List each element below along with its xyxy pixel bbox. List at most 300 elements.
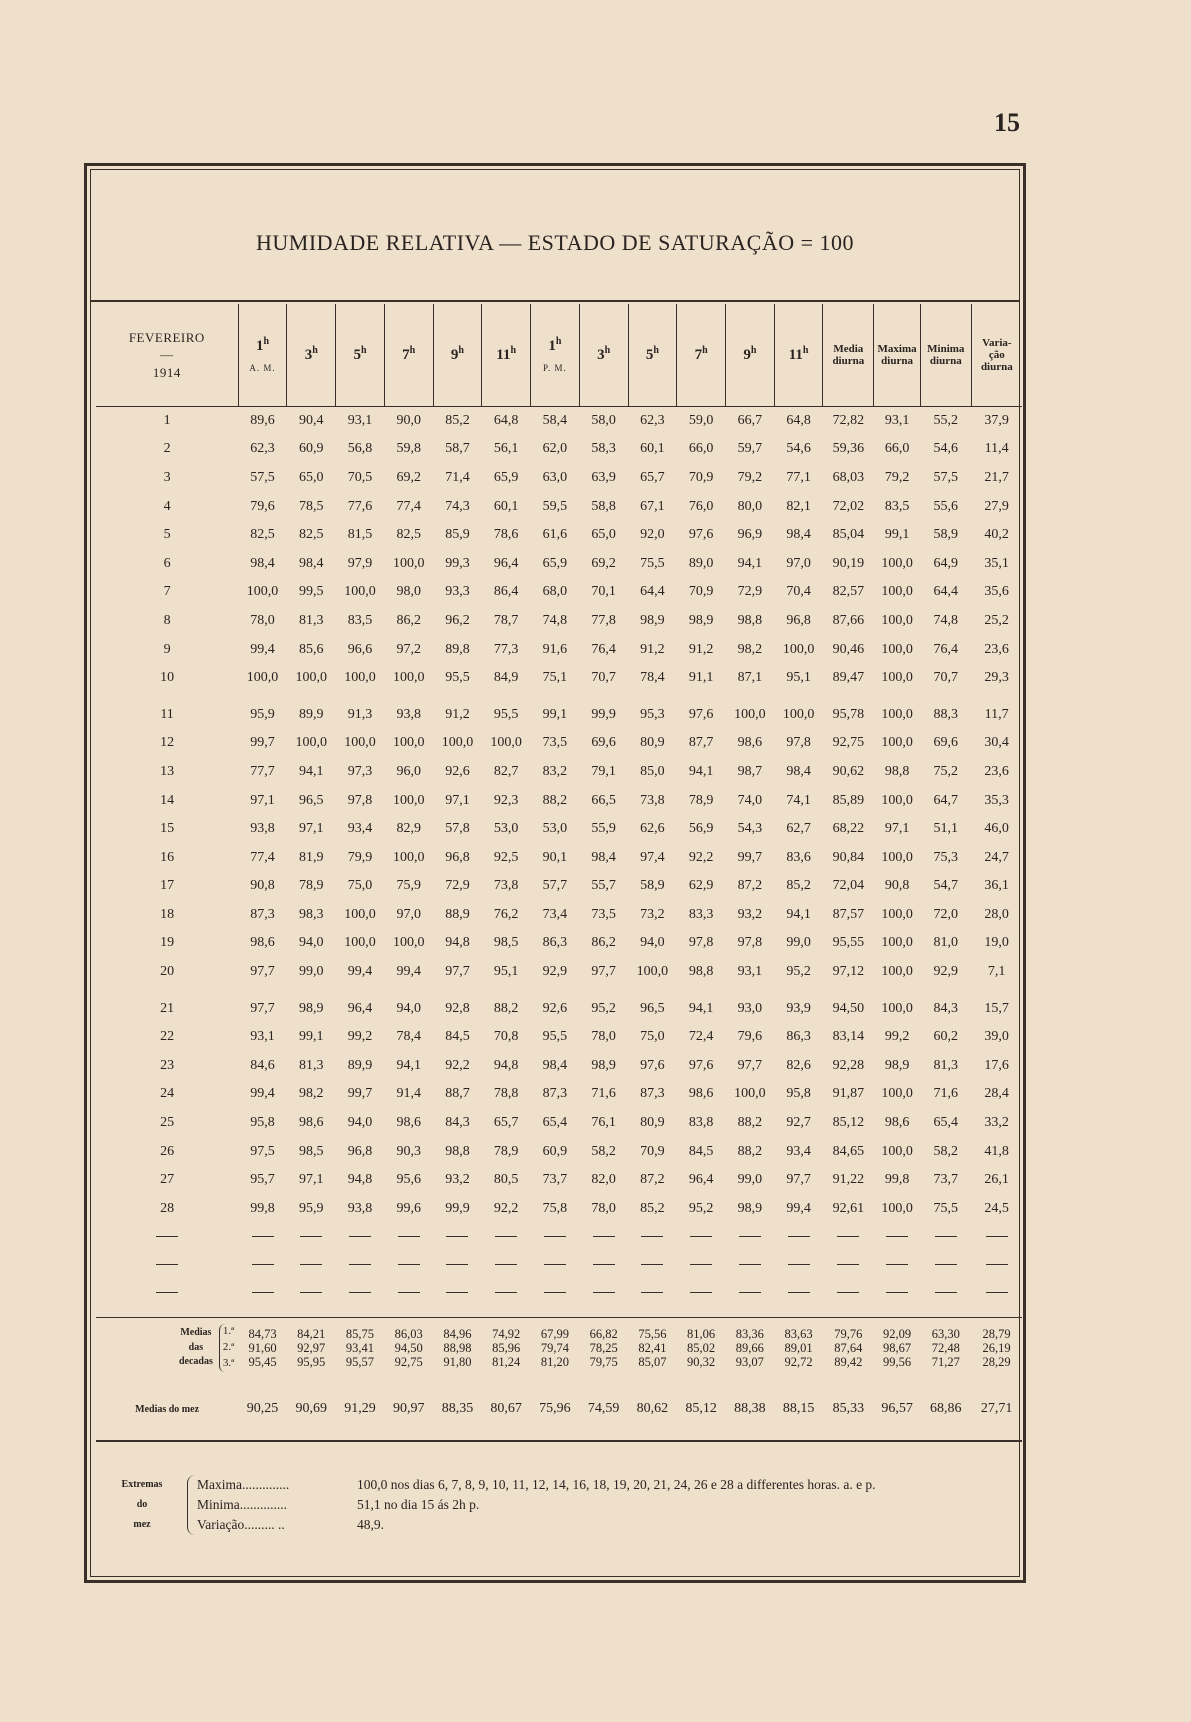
humidity-cell: 62,3 [640,412,665,428]
spacer-cell [725,986,774,994]
humidity-cell: 91,2 [445,706,470,722]
humidity-cell: 94,0 [347,1115,373,1131]
day-number: 28 [160,1200,175,1216]
humidity-cell: 40,2 [984,527,1009,543]
humidity-cell: 57,5 [250,469,275,485]
humidity-cell: 59,8 [396,441,421,457]
month-average-cell: 74,59 [579,1378,628,1441]
spacer-cell [531,986,580,994]
humidity-cell: 96,5 [640,1000,665,1016]
humidity-cell: 96,4 [347,1000,373,1016]
day-row [96,786,1022,815]
dash-cell [96,1279,238,1307]
humidity-cell: 64,9 [933,555,959,571]
dash [544,1292,566,1293]
humidity-cell: 72,0 [933,906,959,922]
humidity-cell: 92,8 [445,1000,470,1016]
humidity-cell: 70,5 [347,469,373,485]
humidity-cell: 98,6 [396,1115,421,1131]
humidity-cell: 93,4 [786,1143,811,1159]
humidity-cell: 35,3 [984,792,1009,808]
day-row [96,1195,1022,1224]
humidity-cell: 33,2 [984,1115,1009,1131]
month-average-cell: 75,96 [531,1378,580,1441]
humidity-cell: 74,1 [786,792,811,808]
humidity-cell: 100,0 [344,906,376,922]
humidity-cell: 60,9 [298,441,324,457]
hour-header: 7$^h$ [384,304,433,407]
day-row [96,664,1022,693]
humidity-cell: 100,0 [734,1086,766,1102]
extremas-label: Extremas do mez [121,1479,163,1530]
humidity-cell: 99,0 [786,935,811,951]
humidity-cell: 84,3 [445,1115,470,1131]
dash [446,1236,468,1237]
humidity-cell: 83,5 [347,612,373,628]
humidity-cell: 51,1 [933,821,959,837]
humidity-cell: 54,6 [933,441,959,457]
hour-header: 1$^h$ P. M. [531,304,580,407]
humidity-cell: 98,9 [737,1200,763,1216]
humidity-cell: 99,7 [347,1086,373,1102]
humidity-cell: 69,2 [396,469,421,485]
humidity-cell: 82,6 [786,1057,811,1073]
humidity-cell: 79,2 [884,469,910,485]
medias-decadas-label: Medias das decadas 1.ª 2.ª 3.ª [96,1318,238,1379]
humidity-cell: 97,6 [688,706,714,722]
humidity-cell: 94,1 [737,555,763,571]
humidity-cell: 78,4 [396,1029,421,1045]
spacer-row [96,986,1022,994]
dash-cell [725,1279,774,1307]
humidity-cell: 85,0 [640,763,665,779]
humidity-cell: 96,4 [493,555,519,571]
humidity-cell: 68,03 [832,469,865,485]
humidity-cell: 78,9 [688,792,714,808]
divider-cell [971,1307,1022,1318]
day-row [96,521,1022,550]
day-number: 20 [160,964,175,980]
humidity-cell: 87,66 [832,612,865,628]
dash-cell [482,1279,531,1307]
humidity-cell: 85,89 [832,792,865,808]
humidity-cell: 91,22 [832,1172,865,1188]
humidity-cell: 64,4 [640,584,665,600]
spacer-cell [774,986,823,994]
humidity-cell: 60,2 [933,1029,959,1045]
humidity-cell: 100,0 [344,935,376,951]
humidity-cell: 100,0 [881,641,913,657]
humidity-cell: 78,0 [591,1200,616,1216]
humidity-cell: 97,12 [832,964,865,980]
dash-cell [920,1279,971,1307]
humidity-cell: 72,9 [445,878,470,894]
dash-cell [677,1223,726,1251]
humidity-cell: 92,75 [832,735,865,751]
humidity-cell: 99,3 [445,555,470,571]
humidity-cell: 100,0 [490,735,522,751]
humidity-cell: 100,0 [392,792,425,808]
humidity-cell: 98,0 [396,584,421,600]
day-number: 24 [160,1086,175,1102]
humidity-cell: 87,2 [737,878,763,894]
decada-average-cell: 63,30 72,48 71,27 [931,1326,960,1370]
day-row [96,994,1022,1023]
dash-cell [384,1251,433,1279]
humidity-cell: 98,6 [250,935,275,951]
humidity-cell: 99,4 [396,964,421,980]
hour-header: 3$^h$ [579,304,628,407]
humidity-cell: 100,0 [392,935,425,951]
humidity-cell: 19,0 [984,935,1009,951]
humidity-cell: 64,8 [493,412,519,428]
divider-cell [677,1307,726,1318]
dash [349,1236,371,1237]
dash [398,1236,420,1237]
dash [690,1264,712,1265]
minima-label: Minima.............. [197,1497,287,1512]
humidity-cell: 78,4 [640,670,665,686]
humidity-cell: 88,9 [445,906,470,922]
humidity-cell: 84,6 [250,1057,275,1073]
humidity-cell: 95,5 [493,706,519,722]
empty-day-row [96,1223,1022,1251]
humidity-cell: 100,0 [881,1200,913,1216]
spacer-cell [628,986,677,994]
humidity-cell: 73,5 [542,735,568,751]
humidity-cell: 59,36 [832,441,865,457]
humidity-cell: 92,9 [933,964,959,980]
humidity-cell: 93,9 [786,1000,811,1016]
decada-average-cell: 79,76 87,64 89,42 [834,1326,863,1370]
humidity-cell: 57,7 [542,878,568,894]
humidity-cell: 78,9 [298,878,324,894]
humidity-cell: 84,65 [832,1143,865,1159]
humidity-cell: 53,0 [542,821,568,837]
humidity-cell: 65,7 [640,469,665,485]
humidity-cell: 35,6 [984,584,1009,600]
day-number: 21 [160,1000,175,1016]
decada-average-cell: 83,36 89,66 93,07 [735,1326,764,1370]
humidity-cell: 55,6 [933,498,959,514]
humidity-cell: 85,12 [832,1115,865,1131]
humidity-cell: 97,0 [786,555,811,571]
humidity-cell: 77,4 [250,849,275,865]
humidity-cell: 64,4 [933,584,959,600]
dash-cell [336,1279,385,1307]
medias-mez-row [96,1378,1022,1441]
humidity-cell: 90,1 [542,849,568,865]
humidity-cell: 23,6 [984,763,1009,779]
humidity-cell: 97,1 [298,821,324,837]
humidity-cell: 69,2 [591,555,616,571]
dash [495,1236,517,1237]
humidity-cell: 79,1 [591,763,616,779]
spacer-cell [336,692,385,700]
humidity-cell: 24,7 [984,849,1009,865]
day-number: 16 [160,849,175,865]
humidity-cell: 25,2 [984,612,1009,628]
dash [739,1236,761,1237]
day-number: 4 [163,498,171,514]
spacer-row [96,692,1022,700]
humidity-cell: 58,8 [591,498,616,514]
humidity-cell: 93,1 [884,412,910,428]
month-average-cell: 85,12 [677,1378,726,1441]
spacer-cell [336,986,385,994]
spacer-cell [971,986,1022,994]
humidity-cell: 73,2 [640,906,665,922]
divider-cell [433,1307,482,1318]
dash-cell [238,1223,287,1251]
humidity-cell: 75,8 [542,1200,568,1216]
humidity-cell: 68,22 [832,821,865,837]
humidity-cell: 72,9 [737,584,763,600]
humidity-cell: 95,8 [250,1115,275,1131]
day-row [96,872,1022,901]
hour-header: 7$^h$ [677,304,726,407]
humidity-cell: 84,5 [688,1143,714,1159]
month-average-cell: 90,97 [384,1378,433,1441]
month-average-cell: 80,62 [628,1378,677,1441]
humidity-cell: 76,4 [933,641,959,657]
day-row [96,635,1022,664]
day-number: 11 [160,706,174,722]
dash-cell [579,1279,628,1307]
humidity-cell: 56,1 [493,441,519,457]
humidity-cell: 65,4 [933,1115,959,1131]
dash-cell [433,1279,482,1307]
humidity-cell: 100,0 [881,935,913,951]
humidity-cell: 100,0 [881,555,913,571]
dash-cell [774,1279,823,1307]
day-row [96,578,1022,607]
humidity-cell: 96,5 [298,792,324,808]
divider-cell [920,1307,971,1318]
humidity-cell: 98,3 [298,906,324,922]
humidity-cell: 77,6 [347,498,373,514]
humidity-cell: 66,0 [884,441,910,457]
dash-cell [677,1279,726,1307]
humidity-cell: 11,7 [984,706,1009,722]
humidity-cell: 89,47 [832,670,865,686]
humidity-cell: 94,1 [688,763,714,779]
humidity-cell: 100,0 [295,735,327,751]
spacer-cell [920,692,971,700]
humidity-cell: 94,50 [832,1000,865,1016]
humidity-cell: 99,1 [298,1029,324,1045]
humidity-cell: 98,9 [884,1057,910,1073]
humidity-cell: 98,9 [688,612,714,628]
hour-header: 11$^h$ [482,304,531,407]
humidity-cell: 100,0 [344,584,376,600]
humidity-cell: 100,0 [441,735,474,751]
day-row [96,464,1022,493]
humidity-cell: 97,8 [347,792,373,808]
day-number: 12 [160,735,175,751]
spacer-cell [287,692,336,700]
hour-header: 3$^h$ [287,304,336,407]
day-row [96,1137,1022,1166]
humidity-cell: 95,55 [832,935,865,951]
dash [593,1292,615,1293]
humidity-cell: 98,2 [298,1086,324,1102]
humidity-cell: 59,7 [737,441,763,457]
dash [986,1292,1008,1293]
month-average-cell: 85,33 [823,1378,874,1441]
humidity-cell: 28,4 [984,1086,1009,1102]
day-number: 3 [163,469,171,485]
humidity-cell: 97,7 [250,1000,275,1016]
dash [544,1236,566,1237]
humidity-cell: 88,2 [737,1143,763,1159]
humidity-cell: 69,6 [933,735,959,751]
humidity-cell: 71,6 [591,1086,616,1102]
dash-cell [920,1251,971,1279]
divider-cell [823,1307,874,1318]
humidity-cell: 78,0 [591,1029,616,1045]
humidity-cell: 58,9 [933,527,959,543]
humidity-cell: 57,5 [933,469,959,485]
dash-cell [920,1223,971,1251]
humidity-cell: 98,6 [688,1086,714,1102]
humidity-cell: 56,9 [688,821,714,837]
day-row [96,435,1022,464]
humidity-cell: 90,46 [832,641,865,657]
day-number: 23 [160,1057,175,1073]
humidity-cell: 61,6 [542,527,568,543]
humidity-cell: 77,8 [591,612,616,628]
humidity-cell: 97,1 [250,792,275,808]
day-number: 27 [160,1172,175,1188]
dash-cell [971,1223,1022,1251]
dash [788,1264,810,1265]
humidity-cell: 83,5 [884,498,910,514]
dash [300,1264,322,1265]
month-average-cell: 90,69 [287,1378,336,1441]
humidity-cell: 95,3 [640,706,665,722]
humidity-cell: 79,6 [250,498,275,514]
humidity-cell: 41,8 [984,1143,1009,1159]
humidity-cell: 83,14 [832,1029,865,1045]
humidity-cell: 83,2 [542,763,568,779]
humidity-cell: 100,0 [881,1086,913,1102]
humidity-cell: 65,7 [493,1115,519,1131]
page-number: 15 [994,108,1020,137]
humidity-cell: 94,1 [396,1057,421,1073]
decada-average-cell: 84,96 88,98 91,80 [443,1326,472,1370]
humidity-cell: 100,0 [636,964,669,980]
humidity-cell: 99,8 [250,1200,275,1216]
humidity-cell: 97,7 [786,1172,811,1188]
day-row [96,729,1022,758]
hour-header: 1$^h$ A. M. [238,304,287,407]
humidity-cell: 17,6 [984,1057,1009,1073]
humidity-cell: 91,4 [396,1086,421,1102]
humidity-cell: 85,2 [640,1200,665,1216]
dash [886,1264,908,1265]
humidity-cell: 65,0 [298,469,324,485]
day-row [96,901,1022,930]
humidity-cell: 94,0 [396,1000,421,1016]
dash [252,1292,274,1293]
humidity-cell: 93,0 [737,1000,763,1016]
humidity-cell: 75,0 [640,1029,665,1045]
day-row [96,492,1022,521]
humidity-cell: 92,28 [832,1057,865,1073]
day-number: 8 [163,612,171,628]
day-number: 22 [160,1029,175,1045]
maxima-label: Maxima.............. [197,1477,290,1492]
spacer-cell [874,986,921,994]
humidity-cell: 89,9 [347,1057,373,1073]
humidity-cell: 82,0 [591,1172,616,1188]
humidity-cell: 58,2 [933,1143,959,1159]
humidity-cell: 100,0 [881,670,913,686]
day-number: 15 [160,821,175,837]
humidity-cell: 100,0 [881,706,913,722]
dash [156,1292,178,1293]
hour-header: 11$^h$ [774,304,823,407]
dash [788,1236,810,1237]
dash-cell [579,1223,628,1251]
dash [837,1292,859,1293]
spacer-cell [725,692,774,700]
dash-cell [96,1251,238,1279]
humidity-cell: 66,5 [591,792,616,808]
divider-cell [238,1307,287,1318]
dash-cell [238,1251,287,1279]
humidity-cell: 74,3 [445,498,470,514]
humidity-cell: 98,8 [688,964,714,980]
hour-header: 5$^h$ [628,304,677,407]
decada-average-cell: 92,09 98,67 99,56 [883,1326,912,1370]
dash-cell [774,1251,823,1279]
hour-header: 9$^h$ [433,304,482,407]
humidity-cell: 100,0 [344,735,376,751]
humidity-cell: 29,3 [984,670,1009,686]
humidity-cell: 75,5 [640,555,665,571]
dash [398,1264,420,1265]
dash [446,1292,468,1293]
humidity-cell: 82,7 [493,763,519,779]
dash-cell [531,1223,580,1251]
dash [986,1236,1008,1237]
humidity-cell: 58,7 [445,441,470,457]
spacer-cell [96,986,238,994]
humidity-cell: 95,5 [542,1029,568,1045]
humidity-cell: 70,9 [688,584,714,600]
dash [156,1264,178,1265]
humidity-cell: 73,5 [591,906,616,922]
dash [837,1236,859,1237]
humidity-cell: 60,1 [640,441,665,457]
humidity-cell: 92,6 [445,763,470,779]
humidity-cell: 92,0 [640,527,665,543]
humidity-cell: 27,9 [984,498,1009,514]
humidity-cell: 86,3 [786,1029,811,1045]
humidity-cell: 35,1 [984,555,1009,571]
month-average-cell: 80,67 [482,1378,531,1441]
humidity-cell: 77,4 [396,498,421,514]
humidity-cell: 88,2 [542,792,568,808]
humidity-cell: 80,9 [640,735,665,751]
dash [252,1264,274,1265]
dash [886,1292,908,1293]
humidity-cell: 92,3 [493,792,519,808]
day-row [96,1052,1022,1081]
spacer-cell [677,986,726,994]
